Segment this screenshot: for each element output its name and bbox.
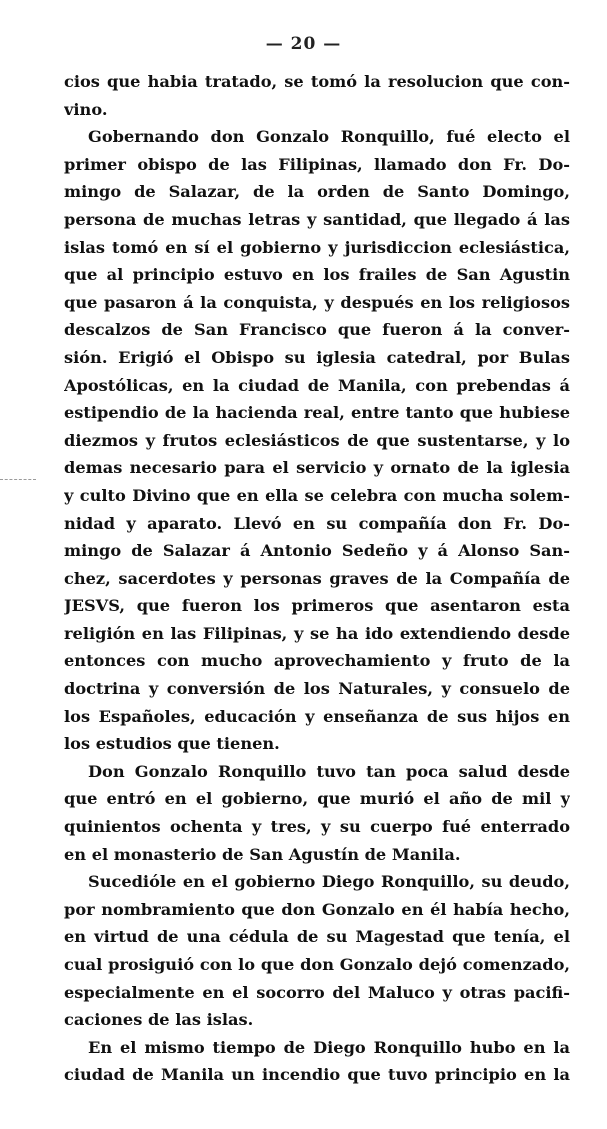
text-line: los estudios que tienen. bbox=[64, 734, 280, 754]
text-line: y culto Divino que en ella se celebra con mucha solem- bbox=[64, 485, 570, 505]
text-line: En el mismo tiempo de Diego Ronquillo hubo en la bbox=[88, 1037, 570, 1057]
text-line: nidad y aparato. Llevó en su compañía don Fr. Do- bbox=[64, 513, 570, 533]
text-line: quinientos ochenta y tres, y su cuerpo fué enterrado bbox=[64, 817, 570, 837]
text-line: Don Gonzalo Ronquillo tuvo tan poca salud desde bbox=[88, 761, 570, 781]
text-line: entonces con mucho aprovechamiento y fruto de la bbox=[64, 651, 570, 671]
text-line: caciones de las islas. bbox=[64, 1010, 254, 1030]
text-line: que entró en el gobierno, que murió el año de mil y bbox=[64, 789, 570, 809]
text-line: chez, sacerdotes y personas graves de la Compañía de bbox=[64, 568, 570, 588]
text-line: sión. Erigió el Obispo su iglesia catedral, por Bulas bbox=[64, 347, 570, 367]
text-line: en virtud de una cédula de su Magestad que tenía, el bbox=[64, 927, 570, 947]
text-line: persona de muchas letras y santidad, que llegado á las bbox=[64, 209, 570, 229]
text-line: por nombramiento que don Gonzalo en él había hecho, bbox=[64, 899, 570, 919]
text-line: especialmente en el socorro del Maluco y otras pacifi- bbox=[64, 982, 570, 1002]
text-line: Gobernando don Gonzalo Ronquillo, fué electo el bbox=[88, 127, 570, 147]
text-line: en el monasterio de San Agustín de Manila. bbox=[64, 844, 461, 864]
margin-rule bbox=[0, 479, 36, 480]
text-line: estipendio de la hacienda real, entre tanto que hubiese bbox=[64, 403, 570, 423]
text-line: ciudad de Manila un incendio que tuvo principio en la bbox=[64, 1065, 570, 1085]
text-line: cios que habia tratado, se tomó la resolucion que con- bbox=[64, 72, 570, 91]
page-number: — 20 — bbox=[265, 34, 342, 54]
text-line: Sucedióle en el gobierno Diego Ronquillo, su deudo, bbox=[88, 872, 570, 892]
text-line: religión en las Filipinas, y se ha ido extendiendo desde bbox=[64, 623, 570, 643]
text-line: doctrina y conversión de los Naturales, y consuelo de bbox=[64, 679, 570, 699]
text-line: que pasaron á la conquista, y después en los religiosos bbox=[64, 292, 570, 312]
text-line: JESVS, que fueron los primeros que asentaron esta bbox=[64, 596, 570, 616]
text-line: vino. bbox=[64, 99, 108, 119]
text-line: primer obispo de las Filipinas, llamado don Fr. Do- bbox=[64, 154, 570, 174]
text-line: demas necesario para el servicio y ornato de la iglesia bbox=[64, 458, 570, 478]
text-line: que al principio estuvo en los frailes de San Agustin bbox=[64, 265, 570, 285]
text-line: diezmos y frutos eclesiásticos de que sustentarse, y lo bbox=[64, 430, 570, 450]
body-text bbox=[64, 68, 570, 1089]
text-line: cual prosiguió con lo que don Gonzalo dejó comenzado, bbox=[64, 955, 570, 974]
text-line: mingo de Salazar, de la orden de Santo Domingo, bbox=[64, 182, 570, 202]
text-line: islas tomó en sí el gobierno y jurisdiccion eclesiástica, bbox=[64, 237, 570, 257]
text-line: Apostólicas, en la ciudad de Manila, con prebendas á bbox=[64, 375, 570, 395]
text-line: descalzos de San Francisco que fueron á la conver- bbox=[64, 320, 570, 340]
text-line: los Españoles, educación y enseñanza de sus hijos en bbox=[64, 706, 570, 726]
text-line: mingo de Salazar á Antonio Sedeño y á Alonso San- bbox=[64, 541, 570, 561]
